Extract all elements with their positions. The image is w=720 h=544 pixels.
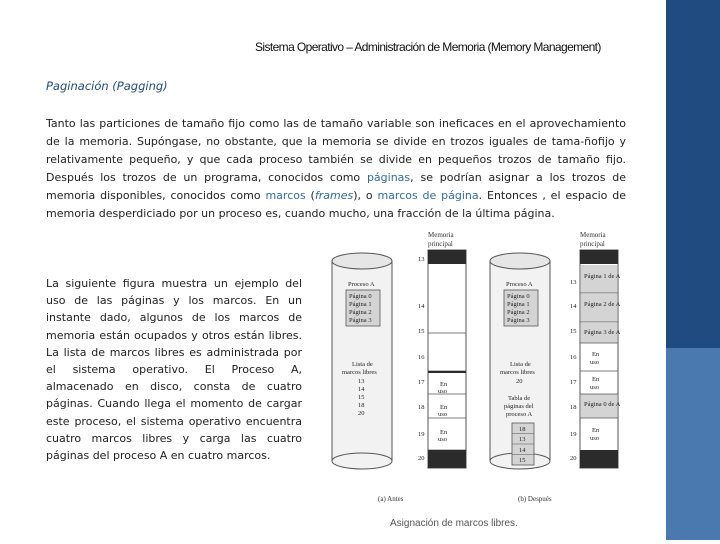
left-frame-14: 14 (418, 303, 425, 310)
process-label-right: Proceso A (506, 281, 533, 288)
left-page-0: Página 0 (349, 293, 372, 300)
free-list-label-right-2: marcos libres (500, 369, 535, 376)
left-page-2: Página 2 (349, 309, 372, 316)
left-in-use-3b: uso (438, 436, 448, 443)
right-page-2: Página 2 (507, 309, 530, 316)
left-in-use-2b: uso (438, 411, 448, 418)
example-paragraph: La siguiente figura muestra un ejemplo del uso de las páginas y los marcos. En un instante dado, algunos de los marcos de memoria están ocupados y otros están libres. La lista de marcos libres es administrada por el sistema operativo. El Proceso A, almacenado en disco, consta de cuatro páginas. Cuando llega el momento de cargar este proceso, el sistema operativo encuentra cuatro marcos libres y carga las cuatro páginas del proceso A en cuatro marcos. (46, 277, 302, 463)
right-frame-18: 18 (570, 404, 577, 411)
right-sidebar-accent (666, 348, 720, 540)
right-page-3: Página 3 (507, 317, 530, 324)
section-subtitle: Paginación (Pagging) (46, 79, 168, 93)
right-in-use-2a: En (592, 376, 600, 383)
para-text-5: . Entonces , el espacio de memoria desperdiciado por un proceso es, cuando mucho, una fracción de la última página. (46, 189, 627, 220)
memory-label-left-2: principal (428, 240, 453, 248)
right-page-0-of-a: Página 0 de A (584, 401, 620, 408)
left-in-use-1a: En (440, 381, 448, 388)
right-frame-13: 13 (570, 279, 577, 286)
memory-left (418, 250, 466, 468)
label-before: (a) Antes (378, 495, 404, 503)
left-frame-18: 18 (418, 404, 425, 411)
slide-title: Sistema Operativo – Administración de Memoria (Memory Management) (255, 40, 601, 54)
left-frame-16: 16 (418, 354, 425, 361)
para-text-1: Tanto las particiones de tamaño fijo como las de tamaño variable son ineficaces en el aprovechamiento de la memoria. Supóngase, no obstante, que la memoria se divide en trozos iguales de tama-ñofijo y relativamente pequeño, y que cada proceso también se divide en pequeños trozos de tamaño fijo. Después los trozos de un programa, conocidos como (46, 117, 626, 184)
page-table-0: 18 (519, 426, 526, 433)
right-free-20: 20 (516, 378, 523, 385)
left-in-use-1b: uso (438, 388, 448, 395)
term-paginas: páginas (366, 171, 411, 184)
term-marcos: marcos (265, 189, 306, 202)
disk-left (332, 253, 392, 469)
memory-label-right-2: principal (580, 240, 605, 248)
right-in-use-3b: uso (590, 435, 600, 442)
right-page-0: Página 0 (507, 293, 530, 300)
right-in-use-1a: En (592, 351, 600, 358)
left-free-15: 15 (358, 394, 365, 401)
free-list-label-left-2: marcos libres (342, 369, 377, 376)
right-page-1: Página 1 (507, 301, 530, 308)
page-table-3: 15 (519, 457, 526, 464)
right-page-1-of-a: Página 1 de A (584, 273, 620, 280)
left-frame-15: 15 (418, 328, 425, 335)
intro-paragraph (46, 115, 626, 223)
page-table-label-1: Tabla de (508, 395, 531, 402)
free-list-label-right-1: Lista de (510, 361, 531, 368)
disk-right (490, 253, 550, 469)
page-table-1: 13 (519, 436, 526, 443)
term-frames: frames (314, 189, 354, 202)
right-sidebar (666, 0, 720, 540)
left-free-14: 14 (358, 386, 365, 393)
left-page-3: Página 3 (349, 317, 372, 324)
left-page-1: Página 1 (349, 301, 372, 308)
paging-diagram (330, 228, 620, 540)
left-frame-17: 17 (418, 379, 425, 386)
right-frame-19: 19 (570, 431, 577, 438)
memory-right (570, 250, 620, 468)
page-table-label-3: proceso A (506, 411, 533, 418)
para-text-3: ( (305, 189, 315, 202)
label-after: (b) Después (518, 495, 552, 503)
page-table-label-2: páginas del (504, 403, 534, 410)
process-label-left: Proceso A (348, 281, 375, 288)
left-frame-13: 13 (418, 256, 425, 263)
left-in-use-3a: En (440, 429, 448, 436)
paging-figure (330, 228, 620, 540)
left-free-13: 13 (358, 378, 365, 385)
free-list-label-left-1: Lista de (352, 361, 373, 368)
left-in-use-2a: En (440, 404, 448, 411)
left-frame-19: 19 (418, 431, 425, 438)
memory-label-right-1: Memoria (580, 231, 606, 239)
left-frame-20: 20 (418, 455, 425, 462)
right-in-use-2b: uso (590, 384, 600, 391)
para-text-4: ), o (353, 189, 378, 202)
memory-label-left-1: Memoria (428, 231, 454, 239)
left-free-18: 18 (358, 402, 365, 409)
left-free-20: 20 (358, 410, 365, 417)
right-page-3-of-a: Página 3 de A (584, 329, 620, 336)
right-frame-15: 15 (570, 328, 577, 335)
figure-caption: Asignación de marcos libres. (390, 518, 518, 529)
right-in-use-3a: En (592, 427, 600, 434)
right-frame-16: 16 (570, 354, 577, 361)
term-marcos-de-pagina: marcos de página (377, 189, 479, 202)
para-text-2: , se podrían asignar a los trozos de memoria disponibles, conocidos como (46, 171, 626, 202)
right-frame-17: 17 (570, 379, 577, 386)
page-table-2: 14 (519, 447, 526, 454)
right-frame-14: 14 (570, 303, 577, 310)
right-frame-20: 20 (570, 455, 577, 462)
right-page-2-of-a: Página 2 de A (584, 301, 620, 308)
right-in-use-1b: uso (590, 359, 600, 366)
